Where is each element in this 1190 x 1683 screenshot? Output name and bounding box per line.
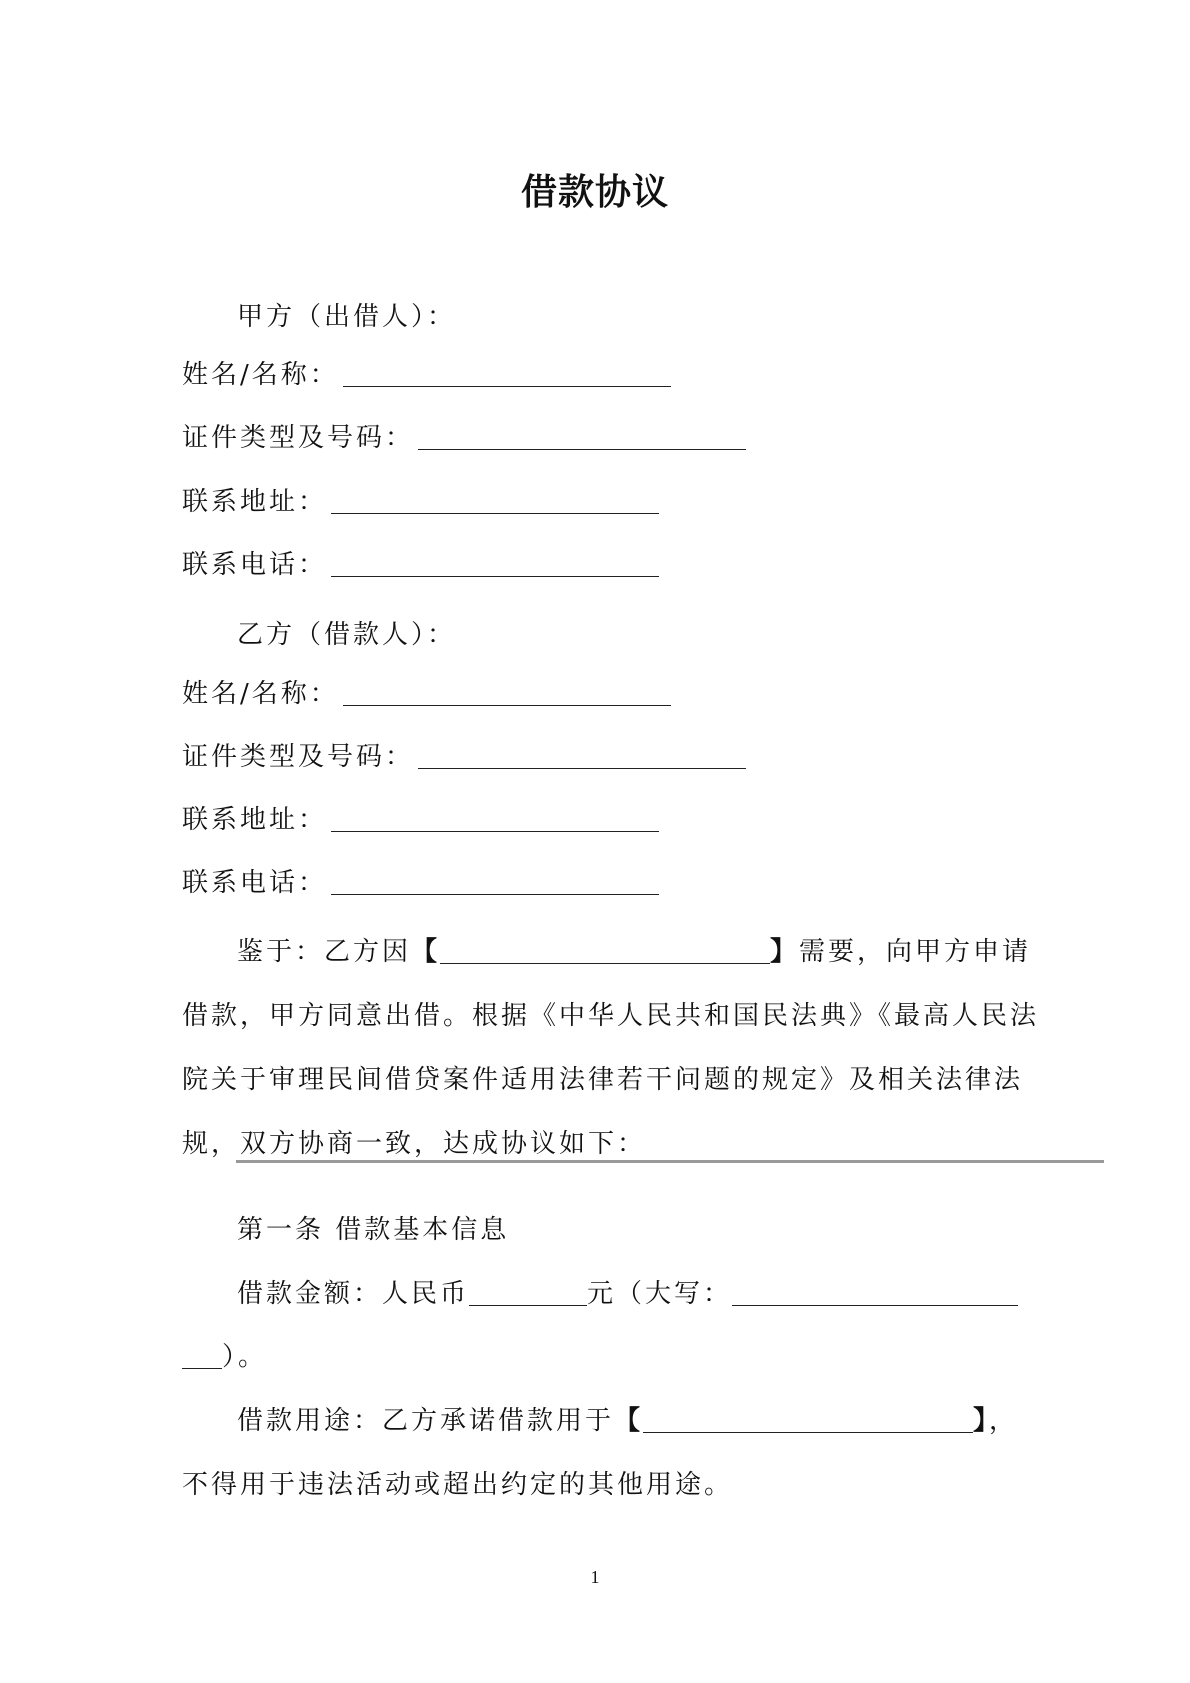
party-a-id-label: 证件类型及号码： [182,423,415,453]
loan-amount-mid: 元（大写： [587,1279,733,1309]
purpose-bracket-close: 】 [973,1406,990,1436]
document-title: 借款协议 [520,171,669,213]
party-b-address-label: 联系地址： [182,805,328,835]
party-a-heading: 甲方（出借人）： [237,302,457,332]
loan-amount-tail: ）。 [222,1342,268,1372]
preamble-line-2: 借款，甲方同意出借。根据《中华人民共和国民法典》《最高人民法 [182,1001,1040,1031]
purpose-bracket-open: 【 [614,1406,644,1436]
reason-bracket-close: 】 [770,937,800,967]
loan-purpose-prefix: 借款用途：乙方承诺借款用于 [237,1406,615,1436]
party-a-address-label: 联系地址： [182,487,328,517]
preamble-line-4: 规，双方协商一致，达成协议如下： [182,1129,647,1159]
party-a-id-field[interactable] [418,423,746,450]
party-b-phone-row [182,866,659,900]
party-b-address-field[interactable] [331,805,659,832]
preamble-line-1 [237,935,1031,969]
preamble-suffix: 需要，向甲方申请 [799,937,1032,967]
party-a-phone-field[interactable] [331,550,659,577]
party-a-id-row [182,421,746,455]
reason-field[interactable] [440,937,770,964]
loan-amount-words-field[interactable] [732,1279,1018,1306]
party-a-name-label: 姓名/名称： [182,360,339,390]
party-a-address-field[interactable] [331,487,659,514]
section-divider [236,1160,1104,1163]
party-b-name-label: 姓名/名称： [182,679,339,709]
party-b-phone-label: 联系电话： [182,868,328,898]
loan-amount-row [237,1277,1018,1311]
party-b-id-row [182,740,746,774]
loan-amount-prefix: 借款金额：人民币 [237,1279,470,1309]
loan-purpose-row [237,1404,1018,1438]
loan-amount-field[interactable] [469,1279,587,1306]
loan-amount-continuation [182,1340,267,1374]
preamble-prefix: 鉴于：乙方因 [237,937,412,967]
party-a-name-row [182,358,671,392]
party-b-id-field[interactable] [418,742,746,769]
party-b-id-label: 证件类型及号码： [182,742,415,772]
reason-bracket-open: 【 [411,937,441,967]
preamble-line-3: 院关于审理民间借贷案件适用法律若干问题的规定》及相关法律法 [182,1065,1024,1095]
party-b-phone-field[interactable] [331,868,659,895]
party-a-name-field[interactable] [343,360,671,387]
page-number: 1 [590,1567,600,1587]
party-a-address-row [182,485,659,519]
loan-purpose-field[interactable] [643,1406,973,1433]
article-1-heading: 第一条 借款基本信息 [237,1215,510,1245]
party-b-heading: 乙方（借款人）： [237,620,457,650]
party-b-address-row [182,803,659,837]
loan-purpose-suffix: ， [989,1406,1019,1436]
party-a-phone-label: 联系电话： [182,550,328,580]
party-a-phone-row [182,548,659,582]
party-b-name-field[interactable] [343,679,671,706]
loan-purpose-line-2: 不得用于违法活动或超出约定的其他用途。 [182,1470,734,1500]
loan-amount-words-field-cont[interactable] [182,1342,222,1369]
party-b-name-row [182,677,671,711]
